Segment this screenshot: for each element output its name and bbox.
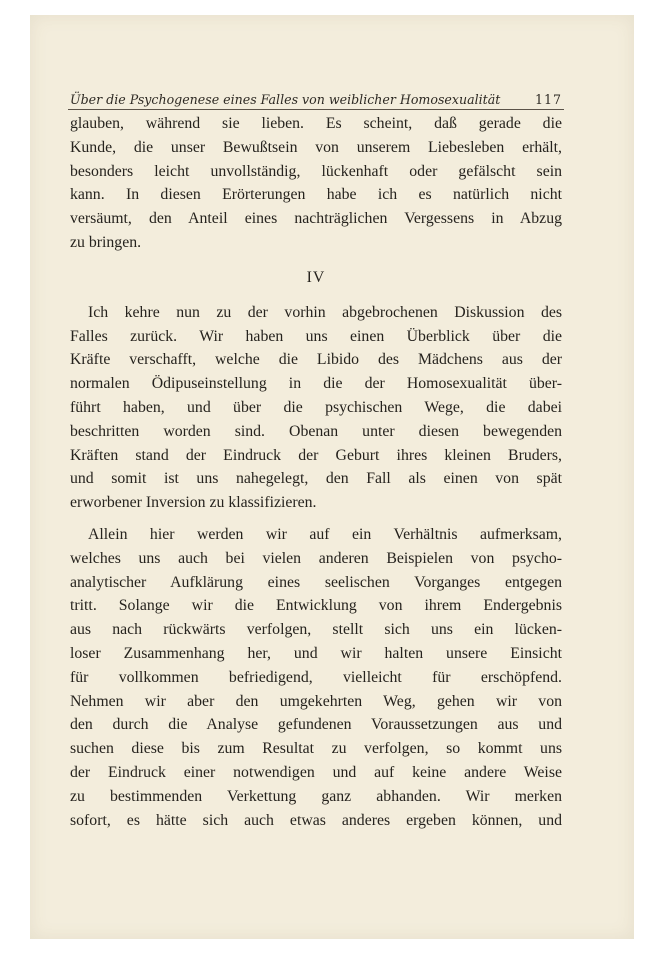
section-heading: IV — [306, 268, 326, 286]
text-line: den durch die Analyse gefundenen Voraussetzungen aus und — [70, 716, 562, 734]
text-line: welches uns auch bei vielen anderen Beispielen von psycho- — [70, 549, 562, 567]
text-line: Falles zurück. Wir haben uns einen Überblick über die — [70, 327, 562, 345]
text-line: Nehmen wir aber den umgekehrten Weg, gehen wir von — [70, 692, 562, 710]
text-line: Kunde, die unser Bewußtsein von unserem Liebesleben erhält, — [70, 138, 562, 156]
header-rule — [68, 109, 564, 110]
text-line: und somit ist uns nahegelegt, den Fall als einen von spät — [70, 470, 562, 488]
text-line: suchen diese bis zum Resultat zu verfolgen, so kommt uns — [70, 740, 562, 758]
text-line: aus nach rückwärts verfolgen, stellt sich uns ein lücken- — [70, 621, 562, 639]
text-line: Allein hier werden wir auf ein Verhältnis aufmerksam, — [88, 525, 562, 543]
paragraph-gap — [70, 515, 562, 523]
text-line: für vollkommen befriedigend, vielleicht für erschöpfend. — [70, 668, 562, 686]
text-line: Kräften stand der Eindruck der Geburt ihres kleinen Bruders, — [70, 446, 562, 464]
text-line: loser Zusammenhang her, und wir halten unsere Einsicht — [70, 644, 562, 662]
text-line: besonders leicht unvollständig, lückenhaft oder gefälscht sein — [70, 162, 562, 180]
paragraph-3 — [70, 523, 562, 832]
text-line: tritt. Solange wir die Entwicklung von ihrem Endergebnis — [70, 597, 562, 615]
running-header-title: Über die Psychogenese eines Falles von weiblicher Homosexualität — [70, 92, 501, 107]
text-line: analytischer Aufklärung eines seelischen Vorganges entgegen — [70, 573, 562, 591]
text-line: kann. In diesen Erörterungen habe ich es natürlich nicht — [70, 186, 562, 204]
running-header — [70, 89, 562, 111]
text-line: der Eindruck einer notwendigen und auf keine andere Weise — [70, 763, 562, 781]
text-line: Ich kehre nun zu der vorhin abgebrochenen Diskussion des — [88, 303, 562, 321]
paragraph-2 — [70, 301, 562, 515]
text-line: zu bestimmenden Verkettung ganz abhanden. Wir merken — [70, 787, 562, 805]
page-number: 117 — [534, 92, 562, 107]
paragraph-1 — [70, 112, 562, 255]
text-line: Kräfte verschafft, welche die Libido des Mädchens aus der — [70, 351, 562, 369]
body-text — [70, 112, 562, 832]
text-line: zu bringen. — [70, 233, 142, 251]
text-line: normalen Ödipuseinstellung in die der Homosexualität über- — [70, 375, 562, 393]
text-line: versäumt, den Anteil eines nachträglichen Vergessens in Abzug — [70, 210, 562, 228]
text-line: sofort, es hätte sich auch etwas anderes ergeben können, und — [70, 811, 562, 829]
text-line: führt haben, und über die psychischen Wege, die dabei — [70, 398, 562, 416]
text-line: erworbener Inversion zu klassifizieren. — [70, 494, 317, 512]
text-line: glauben, während sie lieben. Es scheint, daß gerade die — [70, 115, 562, 132]
text-line: beschritten worden sind. Obenan unter diesen bewegenden — [70, 422, 562, 440]
